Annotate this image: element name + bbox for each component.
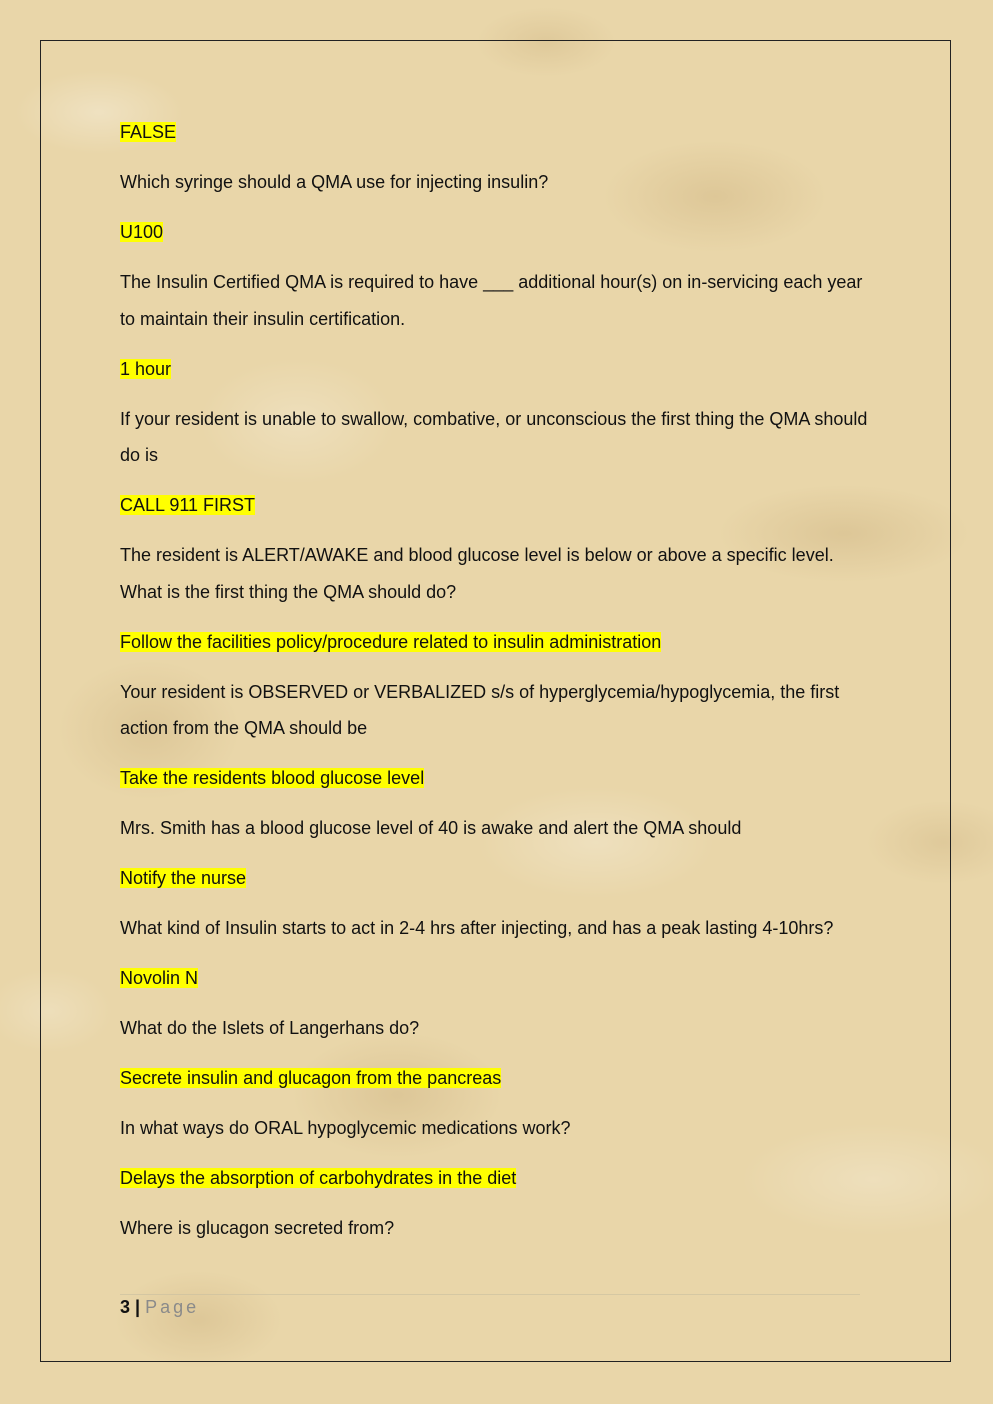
answer-text: Notify the nurse bbox=[120, 868, 247, 888]
answer-text: U100 bbox=[120, 222, 164, 242]
document-body bbox=[120, 114, 880, 1260]
answer-text: 1 hour bbox=[120, 358, 172, 379]
answer-text: Novolin N bbox=[120, 968, 199, 988]
question-text: Which syringe should a QMA use for injecting insulin? bbox=[120, 172, 549, 192]
question-text: Your resident is OBSERVED or VERBALIZED s/s of hyperglycemia/hypoglycemia, the first action from the QMA should be bbox=[120, 681, 840, 738]
question-text: The Insulin Certified QMA is required to have ___ additional hour(s) on in-servicing each year to maintain their insulin certification. bbox=[120, 272, 863, 329]
question-text: The resident is ALERT/AWAKE and blood glucose level is below or above a specific level. What is the first thing the QMA should do? bbox=[120, 545, 834, 602]
answer-text: FALSE bbox=[120, 122, 177, 142]
question-text: In what ways do ORAL hypoglycemic medications work? bbox=[120, 1118, 571, 1138]
question-text: What do the Islets of Langerhans do? bbox=[120, 1018, 420, 1038]
page-footer bbox=[120, 1294, 860, 1318]
footer-separator: | bbox=[135, 1297, 141, 1317]
question-text: If your resident is unable to swallow, combative, or unconscious the first thing the QMA should do is bbox=[120, 408, 868, 465]
answer-text: Delays the absorption of carbohydrates in the diet bbox=[120, 1168, 517, 1188]
answer-text: CALL 911 FIRST bbox=[120, 495, 256, 515]
answer-text: Follow the facilities policy/procedure related to insulin administration bbox=[120, 631, 662, 652]
answer-text: Take the residents blood glucose level bbox=[120, 768, 425, 788]
answer-text: Secrete insulin and glucagon from the pancreas bbox=[120, 1068, 502, 1088]
question-text: Mrs. Smith has a blood glucose level of 40 is awake and alert the QMA should bbox=[120, 818, 742, 838]
question-text: Where is glucagon secreted from? bbox=[120, 1218, 395, 1238]
page-label: Page bbox=[145, 1297, 200, 1317]
page-number: 3 bbox=[120, 1297, 131, 1317]
question-text: What kind of Insulin starts to act in 2-4 hrs after injecting, and has a peak lasting 4-10hrs? bbox=[120, 918, 834, 938]
